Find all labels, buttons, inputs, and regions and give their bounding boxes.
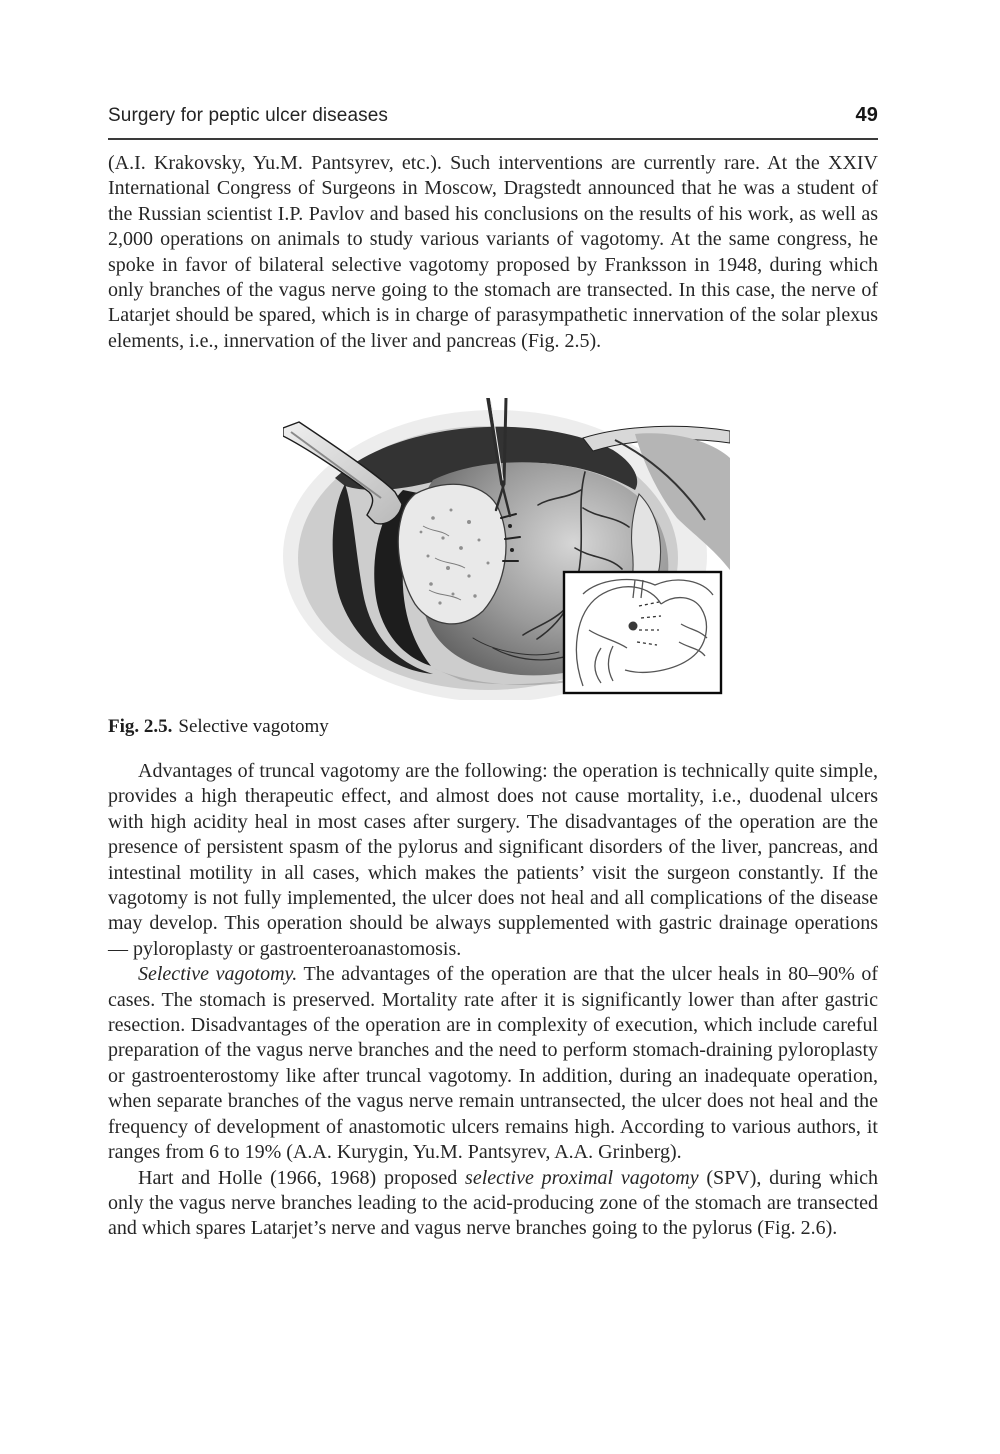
- page-number: 49: [855, 104, 878, 126]
- running-title: Surgery for peptic ulcer diseases: [108, 105, 388, 126]
- figure-caption-text: Selective vagotomy: [178, 716, 329, 737]
- dissection-area: [398, 484, 506, 624]
- figure-inset-diagram: [564, 572, 721, 693]
- paragraph-4-post: (SPV), during which only the vagus nerve branches leading to the acid-producing zone of the stomach are transected and which spares Latarjet’s nerve and vagus nerve branches going to the pylorus (Fig. 2.6).: [108, 1166, 878, 1240]
- paragraph-4: [108, 1166, 878, 1242]
- paragraph-3-rest: The advantages of the operation are that the ulcer heals in 80–90% of cases. The stomach is preserved. Mortality rate after it is significantly lower than after gastric resection. Disadvantages of the operation are in complexity of execution, which include careful preparation of the vagus nerve branches and the need to perform stomach-draining pyloroplasty or gastroenterostomy like after truncal vagotomy. In addition, during an inadequate operation, when separate branches of the vagus nerve remain untransected, the ulcer does not heal and the frequency of development of anastomotic ulcers remains high. According to various authors, it ranges from 6 to 19% (A.A. Kurygin, Yu.M. Pantsyrev, A.A. Grinberg).: [108, 963, 878, 1164]
- paragraph-2: Advantages of truncal vagotomy are the following: the operation is technically quite simple, provides a high therapeutic effect, and almost does not cause mortality, i.e., duodenal ulcers with high acidity heal in most cases after surgery. The disadvantages of the operation are the presence of persistent spasm of the pylorus and significant disorders of the liver, pancreas, and intestinal motility in all cases, which makes the patients’ visit the surgeon constantly. If the vagotomy is not fully implemented, the ulcer does not heal and all complications of the disease may develop. This operation should be always supplemented with gastric drainage operations — pyloroplasty or gastroenteroanastomosis.: [108, 760, 878, 960]
- figure-caption: [108, 716, 878, 738]
- figure-caption-label: Fig. 2.5.: [108, 716, 173, 737]
- paragraph-4-italic: selective proximal vagotomy: [465, 1166, 699, 1189]
- paragraph-3-lead: Selective vagotomy.: [138, 963, 298, 986]
- body-text-block: [108, 759, 878, 1242]
- paragraph-4-pre: Hart and Holle (1966, 1968) proposed: [138, 1166, 466, 1189]
- paragraph-1: (A.I. Krakovsky, Yu.M. Pantsyrev, etc.). Such interventions are currently rare. At the XXIV International Congress of Surgeons in Moscow, Dragstedt announced that he was a student of the Russian scientist I.P. Pavlov and based his conclusions on the results of his work, as well as 2,000 operations on animals to study various variants of vagotomy. At the same congress, he spoke in favor of bilateral selective vagotomy proposed by Franksson in 1948, during which only branches of the vagus nerve going to the stomach are transected. In this case, the nerve of Latarjet should be spared, which is in charge of parasympathetic innervation of the solar plexus elements, i.e., innervation of the liver and pancreas (Fig. 2.5).: [108, 152, 878, 352]
- page-header: [108, 104, 878, 127]
- paragraph-3: [108, 962, 878, 1165]
- header-rule: [108, 138, 878, 140]
- figure-2-5: [283, 398, 730, 700]
- surgical-illustration: [283, 398, 730, 700]
